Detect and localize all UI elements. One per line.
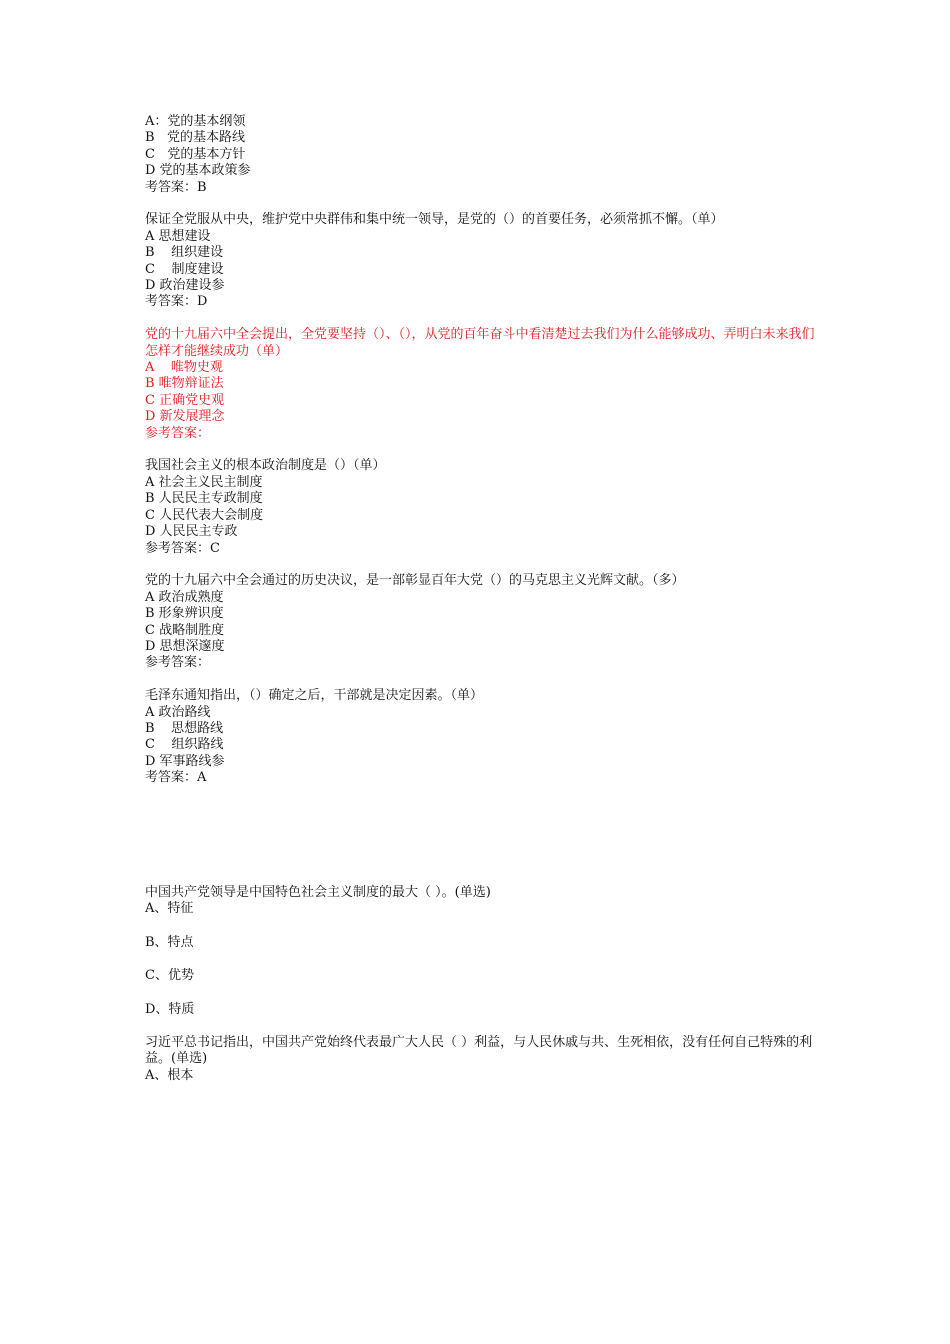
question-text: 毛泽东通知指出，（）确定之后，干部就是决定因素。（单） xyxy=(145,688,484,704)
question-text: 习近平总书记指出，中国共产党始终代表最广大人民（ ）利益，与人民休戚与共、生死相依，没有任何自己特殊的利益。(单选) xyxy=(145,1035,813,1067)
option-a: A、根本 xyxy=(145,1067,194,1083)
option-b: B 唯物辩证法 xyxy=(145,376,224,392)
option-b: B 形象辨识度 xyxy=(145,606,224,622)
option-a: A：党的基本纲领 xyxy=(145,114,246,129)
option-c: C 人民代表大会制度 xyxy=(145,507,264,523)
question-text: 我国社会主义的根本政治制度是（）（单） xyxy=(145,458,386,474)
option-d: D 军事路线参 xyxy=(145,753,225,769)
answer: 考答案：B xyxy=(145,179,207,195)
option-a: A、特征 xyxy=(145,901,194,917)
section-2 xyxy=(145,885,815,1084)
option-b: B 思想路线 xyxy=(145,720,224,736)
option-b: B、特点 xyxy=(145,934,194,950)
option-d: D 人民民主专政 xyxy=(145,524,238,540)
question-block-1 xyxy=(145,114,815,196)
option-a: A 社会主义民主制度 xyxy=(145,474,263,490)
question-text: 党的十九届六中全会通过的历史决议，是一部彰显百年大党（）的马克思主义光辉文献。（多） xyxy=(145,573,685,589)
document-page xyxy=(145,114,815,787)
answer: 参考答案：C xyxy=(145,540,220,556)
question-block-4 xyxy=(145,458,815,556)
option-c: C、优势 xyxy=(145,968,194,984)
question-block-8 xyxy=(145,1035,815,1084)
question-block-3 xyxy=(145,327,815,442)
option-a: A 思想建设 xyxy=(145,228,211,244)
option-a: A 唯物史观 xyxy=(145,360,223,376)
option-d: D 党的基本政策参 xyxy=(145,163,251,179)
option-d: D 新发展理念 xyxy=(145,409,225,425)
question-text: 党的十九届六中全会提出，全党要坚持（）、（），从党的百年奋斗中看清楚过去我们为什么能够成功、弄明白未来我们怎样才能继续成功（单） xyxy=(145,327,815,359)
option-a: A 政治成熟度 xyxy=(145,589,224,605)
option-c: C 正确党史观 xyxy=(145,392,225,408)
option-b: B 党的基本路线 xyxy=(145,130,245,146)
question-text: 保证全党服从中央，维护党中央群伟和集中统一领导，是党的（）的首要任务，必须常抓不懈。（单） xyxy=(145,212,724,228)
option-c: C 组织路线 xyxy=(145,737,224,753)
option-d: D、特质 xyxy=(145,1001,195,1017)
question-block-6 xyxy=(145,688,815,786)
option-c: C 党的基本方针 xyxy=(145,146,246,162)
question-block-5 xyxy=(145,573,815,671)
option-b: B 人民民主专政制度 xyxy=(145,491,263,507)
answer: 参考答案： xyxy=(145,655,211,671)
answer: 考答案：D xyxy=(145,294,208,310)
option-c: C 制度建设 xyxy=(145,261,224,277)
option-c: C 战略制胜度 xyxy=(145,622,225,638)
question-block-2 xyxy=(145,212,815,310)
answer: 参考答案： xyxy=(145,425,211,441)
option-d: D 政治建设参 xyxy=(145,278,225,294)
answer: 考答案：A xyxy=(145,770,207,786)
option-d: D 思想深邃度 xyxy=(145,638,225,654)
option-b: B 组织建设 xyxy=(145,245,224,261)
question-text: 中国共产党领导是中国特色社会主义制度的最大（ ）。(单选) xyxy=(145,885,491,900)
option-a: A 政治路线 xyxy=(145,704,211,720)
question-block-7 xyxy=(145,885,815,1018)
